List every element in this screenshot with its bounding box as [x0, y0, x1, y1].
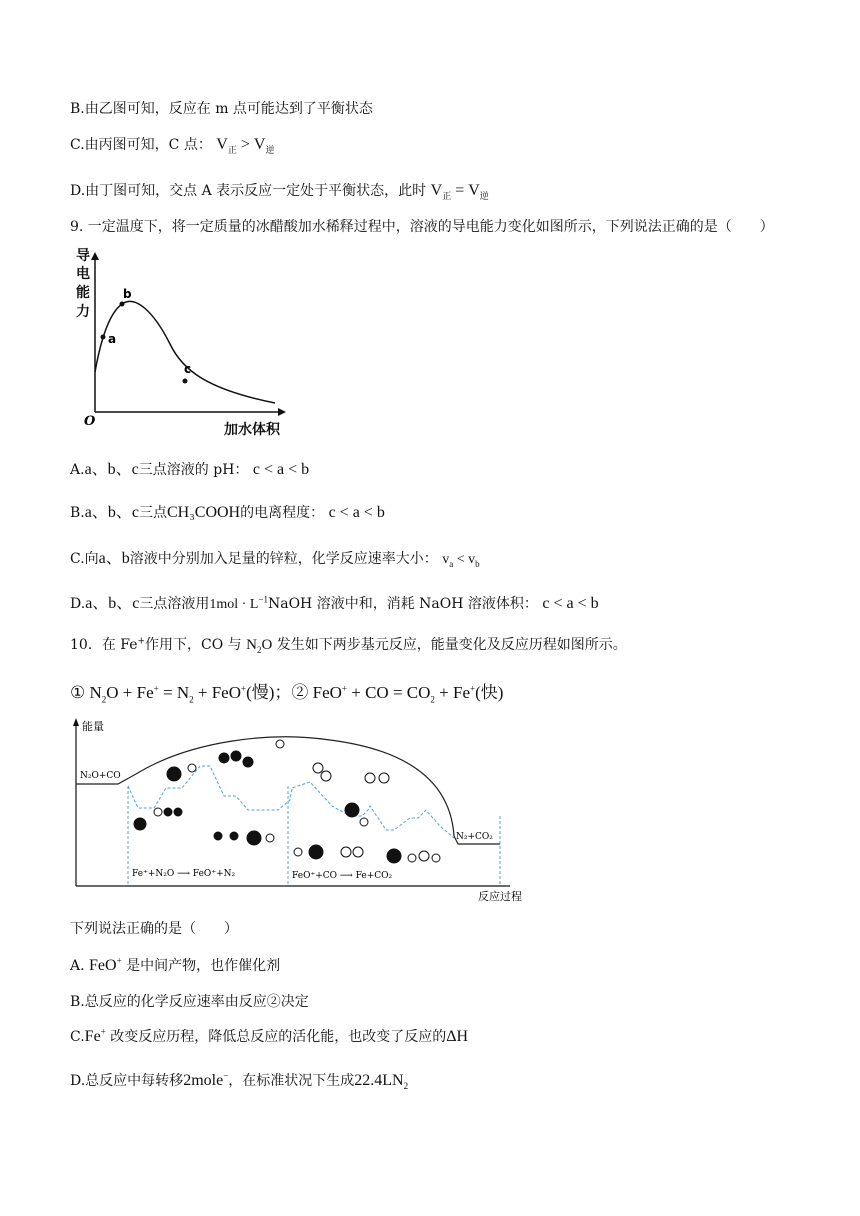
q8-option-d-text: D.由丁图可知，交点 A 表示反应一定处于平衡状态，此时 [70, 183, 427, 199]
q10-right-label: N₂+CO₂ [456, 832, 493, 842]
molecule-fe [247, 831, 261, 845]
molecule-fe [309, 845, 323, 859]
molecule-atom [154, 808, 162, 816]
q10-stem: 10．在 Fe+作用下，CO 与 $N_2O$ 发生如下两步基元反应，能量变化及反应历程如图所示。 [70, 636, 627, 655]
molecule-atom [231, 751, 241, 761]
q10-energy-figure [70, 716, 540, 908]
q10-step1-label: Fe⁺+N₂O ⟶ FeO⁺+N₂ [132, 869, 236, 879]
q10-n2o: $N_2O$ [246, 637, 273, 655]
q10-stem-text: 10．在 Fe [70, 637, 138, 653]
molecule-fe [345, 803, 359, 817]
q9-label-b: b [123, 287, 132, 301]
molecule-atom [408, 854, 416, 862]
molecule-atom [219, 753, 229, 763]
q9-option-b-text: 三点 [138, 505, 167, 521]
molecule-atom [419, 851, 429, 861]
molecule-atom [276, 740, 284, 748]
q9-option-a-order: c < a < b [252, 461, 310, 478]
q10-option-c [70, 1026, 468, 1046]
q9-option-d-text: 三点溶液用 [139, 596, 210, 612]
q9-option-a-points: a、b、c [84, 461, 139, 478]
q9-ylabel-4: 力 [76, 304, 90, 320]
q10-option-c-text: 改变反应历程，降低总反应的活化能，也改变了反应的 [110, 1029, 447, 1045]
q9-label-a: a [108, 332, 117, 346]
q10-option-d [70, 1070, 408, 1091]
q9-option-c-text: 溶液中分别加入足量的锌粒，化学反应速率大小： [129, 551, 438, 567]
q9-stem-text: 9. 一定温度下，将一定质量的冰醋酸加水稀释过程中，溶液的导电能力变化如图所示，下列说法正确的是（ ） [70, 219, 774, 235]
molecule-atom [214, 832, 222, 840]
q9-origin-label: O [84, 414, 96, 429]
molecule-fe [167, 767, 181, 781]
q8-option-b [70, 98, 373, 118]
q8-option-c-text: C.由丙图可知，C 点： [70, 137, 212, 153]
molecule-atom [266, 834, 274, 842]
q9-y-arrow [91, 252, 99, 260]
q10-stem-text3: 发生如下两步基元反应，能量变化及反应历程如图所示。 [276, 637, 627, 653]
q10-option-c-prefix: C. [70, 1029, 85, 1045]
molecule-atom [432, 854, 440, 862]
molecule-atom [313, 763, 323, 773]
q10-equations: ① $N_2O + Fe^+ = N_2 + FeO^+$(慢)；② FeO+ + CO = $CO_2 + Fe^+$(快) [70, 683, 504, 705]
q9-point-a [101, 335, 106, 340]
q9-xlabel: 加水体积 [224, 422, 280, 438]
molecule-atom [294, 848, 302, 856]
q9-option-c-prefix: C.向 [70, 551, 99, 567]
q9-ylabel-3: 能 [76, 285, 90, 301]
q9-option-b-prefix: B. [70, 505, 85, 521]
q9-option-d-conc: $1mol \cdot L^{-1}$ [209, 594, 268, 612]
q10-option-a-text: 是中间产物，也作催化剂 [126, 958, 281, 974]
q9-option-b-text2: 的电离程度： [240, 505, 325, 521]
q9-option-c-points: a、b [98, 550, 130, 567]
q9-point-b [120, 302, 125, 307]
q9-conductivity-figure [70, 244, 300, 440]
molecule-atom [188, 764, 196, 772]
molecule-atom [174, 808, 182, 816]
q10-question-text: 下列说法正确的是（ ） [70, 921, 238, 937]
q10-molecules [134, 740, 440, 863]
q10-option-c-dh: ΔH [446, 1028, 469, 1045]
q10-option-d-prefix: D.总反应中每转移 [70, 1073, 184, 1089]
q9-curve [95, 301, 275, 403]
molecule-atom [365, 773, 375, 783]
q9-option-c-order: $v_a < v_b$ [442, 552, 480, 569]
q9-label-c: c [184, 362, 192, 376]
q10-option-d-volume: $22.4LN_2$ [354, 1072, 409, 1092]
q9-point-c [183, 379, 188, 384]
q9-option-d-points: a、b、c [85, 595, 140, 612]
q9-option-d-order: c < a < b [542, 595, 599, 612]
molecule-fe [387, 849, 401, 863]
q9-option-b-order: c < a < b [328, 504, 385, 521]
q10-step2-label: FeO⁺+CO ⟶ Fe+CO₂ [292, 871, 393, 881]
q10-option-d-text: ，在标准状况下生成 [228, 1073, 355, 1089]
q10-option-b-text: B.总反应的化学反应速率由反应②决定 [70, 994, 309, 1010]
q9-stem [70, 216, 774, 236]
q10-option-b [70, 991, 309, 1011]
molecule-atom [243, 757, 253, 767]
q10-question [70, 918, 238, 938]
q8-option-c-math: $V_正 > V_逆$ [216, 136, 275, 156]
q8-option-b-text: B.由乙图可知，反应在 m 点可能达到了平衡状态 [70, 101, 373, 117]
q9-option-a [70, 456, 309, 479]
q9-ylabel-2: 电 [76, 266, 90, 282]
q10-ylabel: 能量 [82, 720, 104, 733]
q10-y-arrow [73, 718, 79, 726]
q10-option-d-electrons: 2mole− [183, 1070, 229, 1089]
molecule-atom [341, 847, 351, 857]
q10-xlabel: 反应过程 [478, 890, 522, 903]
molecule-atom [353, 847, 363, 857]
molecule-atom [321, 771, 331, 781]
molecule-atom [230, 832, 238, 840]
q9-option-d [70, 590, 599, 613]
molecule-atom [360, 818, 368, 826]
q10-option-a-prefix: A. [70, 958, 90, 974]
molecule-fe [134, 818, 146, 830]
molecule-atom [379, 773, 389, 783]
molecule-atom [164, 808, 172, 816]
q10-option-a-feo: FeO+ [89, 955, 122, 974]
q9-option-c [70, 545, 480, 569]
q10-option-a [70, 955, 280, 975]
q10-left-label: N₂O+CO [80, 771, 121, 781]
q9-option-a-text: 三点溶液的 pH： [138, 462, 249, 478]
q8-option-c [70, 134, 274, 156]
q8-option-d [70, 180, 489, 202]
q9-option-b-acid: CH₃COOH [166, 504, 241, 521]
q10-stem-text2: 作用下，CO 与 [145, 637, 242, 653]
q10-option-c-fe: Fe+ [84, 1026, 106, 1045]
q9-ylabel-1: 导 [76, 248, 90, 264]
q9-option-a-prefix: A. [70, 462, 85, 478]
q9-option-b-points: a、b、c [84, 504, 139, 521]
q9-option-d-prefix: D. [70, 596, 86, 612]
q8-option-d-math: $V_正 = V_逆$ [430, 182, 489, 202]
q9-option-d-text2: NaOH 溶液中和，消耗 NaOH 溶液体积： [267, 596, 538, 612]
q9-option-b [70, 499, 385, 522]
q9-x-arrow [278, 408, 286, 416]
